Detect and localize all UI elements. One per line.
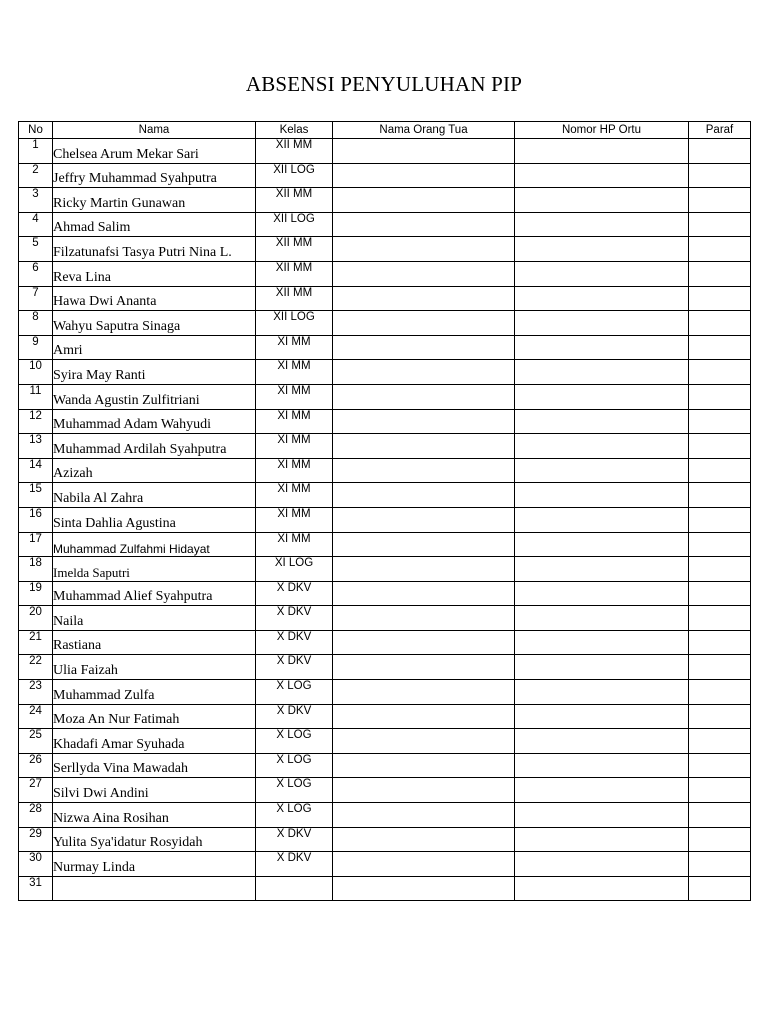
cell-kelas: XI MM (256, 507, 333, 532)
cell-nomor-hp-ortu[interactable] (515, 581, 689, 606)
cell-paraf[interactable] (689, 434, 751, 459)
cell-no: 3 (19, 188, 53, 213)
cell-nama: Nizwa Aina Rosihan (53, 803, 256, 828)
cell-nama: Wanda Agustin Zulfitriani (53, 384, 256, 409)
cell-nomor-hp-ortu[interactable] (515, 237, 689, 262)
cell-kelas: XII MM (256, 237, 333, 262)
cell-nama-orang-tua[interactable] (333, 261, 515, 286)
cell-nomor-hp-ortu[interactable] (515, 532, 689, 557)
table-body (19, 139, 751, 901)
table-row (19, 852, 751, 877)
cell-no: 17 (19, 532, 53, 557)
table-row (19, 311, 751, 336)
cell-nomor-hp-ortu[interactable] (515, 311, 689, 336)
cell-nomor-hp-ortu[interactable] (515, 876, 689, 901)
cell-kelas: XI MM (256, 434, 333, 459)
table-row (19, 286, 751, 311)
cell-kelas: X LOG (256, 778, 333, 803)
cell-kelas: X DKV (256, 655, 333, 680)
cell-nomor-hp-ortu[interactable] (515, 753, 689, 778)
cell-nomor-hp-ortu[interactable] (515, 483, 689, 508)
cell-nama-orang-tua[interactable] (333, 655, 515, 680)
cell-paraf[interactable] (689, 212, 751, 237)
cell-paraf[interactable] (689, 803, 751, 828)
cell-nomor-hp-ortu[interactable] (515, 852, 689, 877)
cell-paraf[interactable] (689, 876, 751, 901)
cell-nama-orang-tua[interactable] (333, 163, 515, 188)
cell-nama: Naila (53, 606, 256, 631)
cell-paraf[interactable] (689, 827, 751, 852)
cell-kelas: X LOG (256, 729, 333, 754)
cell-paraf[interactable] (689, 753, 751, 778)
cell-nama: Amri (53, 335, 256, 360)
cell-nomor-hp-ortu[interactable] (515, 286, 689, 311)
table-row (19, 335, 751, 360)
cell-nomor-hp-ortu[interactable] (515, 458, 689, 483)
cell-nomor-hp-ortu[interactable] (515, 360, 689, 385)
cell-paraf[interactable] (689, 655, 751, 680)
cell-kelas: XII MM (256, 261, 333, 286)
cell-paraf[interactable] (689, 729, 751, 754)
cell-kelas: XI MM (256, 360, 333, 385)
cell-kelas: X DKV (256, 852, 333, 877)
cell-paraf[interactable] (689, 237, 751, 262)
cell-kelas: XII LOG (256, 212, 333, 237)
cell-nama-orang-tua[interactable] (333, 753, 515, 778)
cell-no: 4 (19, 212, 53, 237)
cell-kelas: XII LOG (256, 311, 333, 336)
cell-nama: Muhammad Alief Syahputra (53, 581, 256, 606)
table-row (19, 680, 751, 705)
cell-nomor-hp-ortu[interactable] (515, 335, 689, 360)
cell-kelas: X LOG (256, 753, 333, 778)
cell-nama: Muhammad Zulfa (53, 680, 256, 705)
cell-nomor-hp-ortu[interactable] (515, 729, 689, 754)
table-row (19, 360, 751, 385)
cell-nomor-hp-ortu[interactable] (515, 188, 689, 213)
table-row (19, 458, 751, 483)
cell-nama-orang-tua[interactable] (333, 680, 515, 705)
cell-nama-orang-tua[interactable] (333, 409, 515, 434)
cell-no: 20 (19, 606, 53, 631)
table-header-row (19, 122, 751, 139)
cell-no: 23 (19, 680, 53, 705)
cell-nama: Muhammad Ardilah Syahputra (53, 434, 256, 459)
cell-kelas: XI LOG (256, 557, 333, 582)
cell-no: 8 (19, 311, 53, 336)
cell-nomor-hp-ortu[interactable] (515, 557, 689, 582)
cell-nama-orang-tua[interactable] (333, 311, 515, 336)
cell-paraf[interactable] (689, 630, 751, 655)
cell-nama-orang-tua[interactable] (333, 704, 515, 729)
cell-nama: Chelsea Arum Mekar Sari (53, 139, 256, 164)
table-row (19, 384, 751, 409)
table-row (19, 729, 751, 754)
cell-paraf[interactable] (689, 581, 751, 606)
cell-nomor-hp-ortu[interactable] (515, 803, 689, 828)
cell-paraf[interactable] (689, 335, 751, 360)
cell-nomor-hp-ortu[interactable] (515, 409, 689, 434)
cell-kelas: XII MM (256, 286, 333, 311)
table-row (19, 532, 751, 557)
cell-paraf[interactable] (689, 458, 751, 483)
cell-nama: Azizah (53, 458, 256, 483)
cell-kelas (256, 876, 333, 901)
cell-nomor-hp-ortu[interactable] (515, 163, 689, 188)
cell-no: 22 (19, 655, 53, 680)
cell-nomor-hp-ortu[interactable] (515, 655, 689, 680)
cell-paraf[interactable] (689, 680, 751, 705)
cell-nomor-hp-ortu[interactable] (515, 384, 689, 409)
cell-kelas: XII MM (256, 139, 333, 164)
cell-kelas: X DKV (256, 827, 333, 852)
cell-kelas: XI MM (256, 483, 333, 508)
table-row (19, 237, 751, 262)
page-title: ABSENSI PENYULUHAN PIP (245, 72, 523, 96)
cell-nama-orang-tua[interactable] (333, 483, 515, 508)
cell-nama: Sinta Dahlia Agustina (53, 507, 256, 532)
header-kelas: Kelas (256, 122, 333, 139)
cell-paraf[interactable] (689, 532, 751, 557)
cell-no: 13 (19, 434, 53, 459)
table-row (19, 581, 751, 606)
table-row (19, 655, 751, 680)
cell-nama-orang-tua[interactable] (333, 876, 515, 901)
table-row (19, 483, 751, 508)
cell-kelas: X DKV (256, 581, 333, 606)
cell-no: 2 (19, 163, 53, 188)
cell-nama-orang-tua[interactable] (333, 630, 515, 655)
cell-nama: Wahyu Saputra Sinaga (53, 311, 256, 336)
cell-nama-orang-tua[interactable] (333, 188, 515, 213)
table-row (19, 139, 751, 164)
cell-nama-orang-tua[interactable] (333, 606, 515, 631)
cell-nama-orang-tua[interactable] (333, 827, 515, 852)
cell-paraf[interactable] (689, 384, 751, 409)
cell-nomor-hp-ortu[interactable] (515, 827, 689, 852)
cell-nama: Reva Lina (53, 261, 256, 286)
cell-nama-orang-tua[interactable] (333, 803, 515, 828)
cell-kelas: XI MM (256, 384, 333, 409)
cell-paraf[interactable] (689, 852, 751, 877)
header-nama: Nama (53, 122, 256, 139)
cell-no: 28 (19, 803, 53, 828)
cell-nama: Muhammad Zulfahmi Hidayat (53, 532, 256, 557)
cell-no: 10 (19, 360, 53, 385)
cell-no: 11 (19, 384, 53, 409)
cell-no: 27 (19, 778, 53, 803)
cell-no: 19 (19, 581, 53, 606)
cell-no: 12 (19, 409, 53, 434)
cell-nama-orang-tua[interactable] (333, 729, 515, 754)
cell-nama: Imelda Saputri (53, 557, 256, 582)
cell-kelas: XII LOG (256, 163, 333, 188)
cell-no: 29 (19, 827, 53, 852)
table-row (19, 212, 751, 237)
cell-paraf[interactable] (689, 188, 751, 213)
cell-no: 1 (19, 139, 53, 164)
cell-paraf[interactable] (689, 311, 751, 336)
cell-nama-orang-tua[interactable] (333, 557, 515, 582)
cell-kelas: X DKV (256, 630, 333, 655)
cell-nama: Ahmad Salim (53, 212, 256, 237)
cell-nama: Khadafi Amar Syuhada (53, 729, 256, 754)
cell-no: 7 (19, 286, 53, 311)
cell-kelas: XI MM (256, 335, 333, 360)
table-row (19, 827, 751, 852)
cell-kelas: X LOG (256, 680, 333, 705)
cell-nama-orang-tua[interactable] (333, 237, 515, 262)
cell-nama: Jeffry Muhammad Syahputra (53, 163, 256, 188)
cell-nama: Silvi Dwi Andini (53, 778, 256, 803)
table-row (19, 409, 751, 434)
cell-nama: Muhammad Adam Wahyudi (53, 409, 256, 434)
cell-paraf[interactable] (689, 261, 751, 286)
cell-no: 5 (19, 237, 53, 262)
header-no: No (19, 122, 53, 139)
cell-nomor-hp-ortu[interactable] (515, 434, 689, 459)
cell-kelas: XII MM (256, 188, 333, 213)
cell-paraf[interactable] (689, 139, 751, 164)
table-row (19, 803, 751, 828)
cell-nama-orang-tua[interactable] (333, 286, 515, 311)
cell-kelas: XI MM (256, 532, 333, 557)
cell-paraf[interactable] (689, 606, 751, 631)
table-row (19, 630, 751, 655)
cell-nomor-hp-ortu[interactable] (515, 704, 689, 729)
cell-paraf[interactable] (689, 286, 751, 311)
cell-nama-orang-tua[interactable] (333, 139, 515, 164)
cell-nama: Ricky Martin Gunawan (53, 188, 256, 213)
cell-paraf[interactable] (689, 163, 751, 188)
cell-kelas: X DKV (256, 606, 333, 631)
cell-kelas: X DKV (256, 704, 333, 729)
cell-nama: Nurmay Linda (53, 852, 256, 877)
cell-nama: Rastiana (53, 630, 256, 655)
cell-no: 18 (19, 557, 53, 582)
attendance-table (18, 121, 751, 901)
cell-paraf[interactable] (689, 409, 751, 434)
cell-kelas: XI MM (256, 409, 333, 434)
cell-no: 15 (19, 483, 53, 508)
table-row (19, 778, 751, 803)
cell-nama-orang-tua[interactable] (333, 458, 515, 483)
cell-no: 30 (19, 852, 53, 877)
cell-nomor-hp-ortu[interactable] (515, 630, 689, 655)
cell-nama: Nabila Al Zahra (53, 483, 256, 508)
cell-nama-orang-tua[interactable] (333, 384, 515, 409)
cell-nama: Hawa Dwi Ananta (53, 286, 256, 311)
cell-paraf[interactable] (689, 557, 751, 582)
cell-no: 21 (19, 630, 53, 655)
table-row (19, 507, 751, 532)
header-paraf: Paraf (689, 122, 751, 139)
cell-no: 24 (19, 704, 53, 729)
table-row (19, 876, 751, 901)
cell-no: 31 (19, 876, 53, 901)
cell-paraf[interactable] (689, 507, 751, 532)
cell-nama: Serllyda Vina Mawadah (53, 753, 256, 778)
cell-nomor-hp-ortu[interactable] (515, 212, 689, 237)
table-row (19, 753, 751, 778)
cell-nama-orang-tua[interactable] (333, 852, 515, 877)
cell-nama-orang-tua[interactable] (333, 507, 515, 532)
cell-nomor-hp-ortu[interactable] (515, 507, 689, 532)
cell-nama-orang-tua[interactable] (333, 434, 515, 459)
table-row (19, 188, 751, 213)
table-row (19, 606, 751, 631)
cell-paraf[interactable] (689, 360, 751, 385)
table-row (19, 261, 751, 286)
cell-nama-orang-tua[interactable] (333, 581, 515, 606)
cell-nomor-hp-ortu[interactable] (515, 139, 689, 164)
cell-nama: Yulita Sya'idatur Rosyidah (53, 827, 256, 852)
cell-paraf[interactable] (689, 704, 751, 729)
cell-nama: Ulia Faizah (53, 655, 256, 680)
cell-nama: Moza An Nur Fatimah (53, 704, 256, 729)
cell-nomor-hp-ortu[interactable] (515, 261, 689, 286)
cell-no: 6 (19, 261, 53, 286)
cell-nama (53, 876, 256, 901)
header-nomor-hp-ortu: Nomor HP Ortu (515, 122, 689, 139)
header-nama-orang-tua: Nama Orang Tua (333, 122, 515, 139)
cell-no: 16 (19, 507, 53, 532)
table-row (19, 557, 751, 582)
cell-nama-orang-tua[interactable] (333, 360, 515, 385)
cell-nama: Syira May Ranti (53, 360, 256, 385)
cell-nama-orang-tua[interactable] (333, 778, 515, 803)
table-row (19, 163, 751, 188)
cell-kelas: X LOG (256, 803, 333, 828)
cell-kelas: XI MM (256, 458, 333, 483)
cell-nama-orang-tua[interactable] (333, 212, 515, 237)
cell-nomor-hp-ortu[interactable] (515, 680, 689, 705)
cell-no: 9 (19, 335, 53, 360)
cell-nama: Filzatunafsi Tasya Putri Nina L. (53, 237, 256, 262)
cell-nama-orang-tua[interactable] (333, 335, 515, 360)
cell-paraf[interactable] (689, 483, 751, 508)
cell-paraf[interactable] (689, 778, 751, 803)
cell-no: 26 (19, 753, 53, 778)
cell-no: 14 (19, 458, 53, 483)
cell-no: 25 (19, 729, 53, 754)
cell-nama-orang-tua[interactable] (333, 532, 515, 557)
table-row (19, 434, 751, 459)
table-row (19, 704, 751, 729)
cell-nomor-hp-ortu[interactable] (515, 778, 689, 803)
cell-nomor-hp-ortu[interactable] (515, 606, 689, 631)
